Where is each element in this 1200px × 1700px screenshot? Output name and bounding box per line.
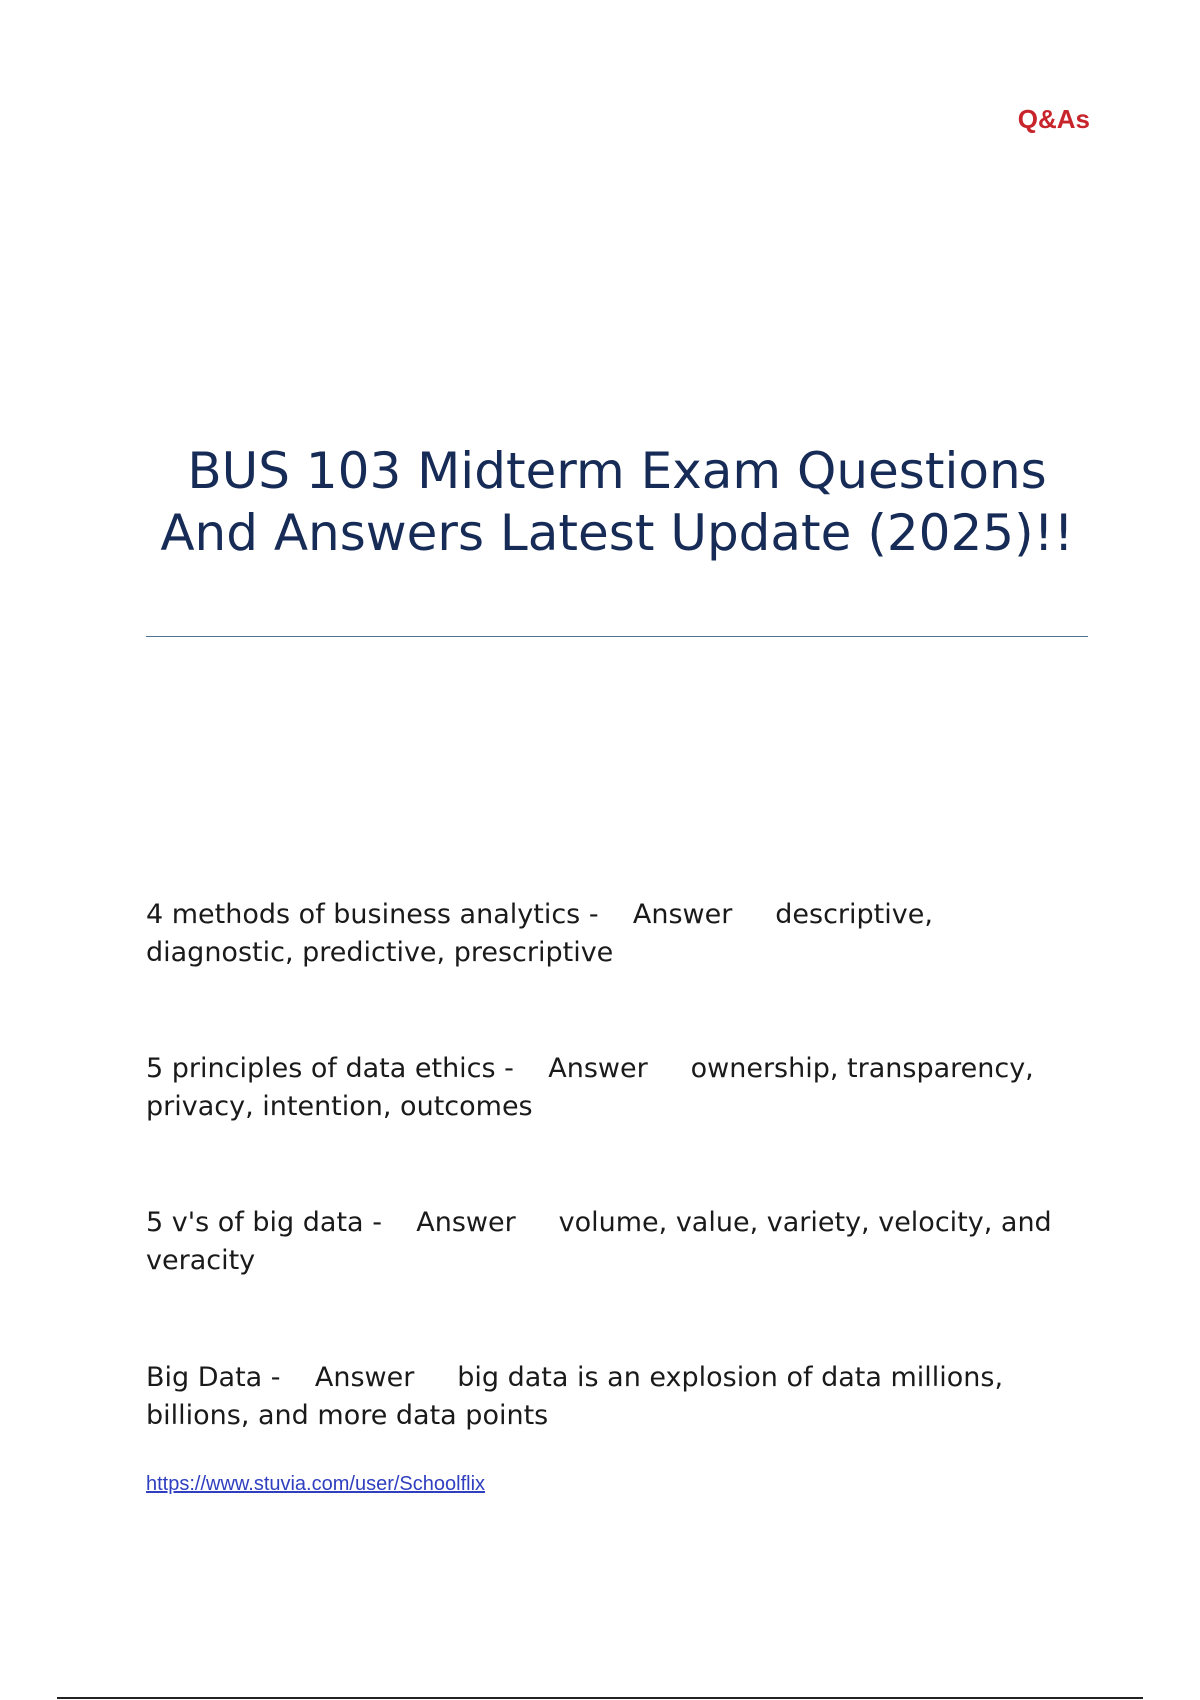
qa-term: 5 v's of big data xyxy=(146,1207,364,1238)
answer-label: Answer xyxy=(632,899,733,930)
qa-term: Big Data xyxy=(146,1362,263,1393)
qa-term: 4 methods of business analytics xyxy=(146,899,581,930)
qa-answer: big data is an explosion of data millions, billions, and more data points xyxy=(146,1362,1004,1431)
answer-label: Answer xyxy=(548,1053,648,1084)
qa-item: Big Data - Answer big data is an explosion of data millions, billions, and more data points xyxy=(146,1362,1004,1431)
qa-term: 5 principles of data ethics xyxy=(146,1053,496,1084)
title-divider xyxy=(146,636,1088,637)
footer-divider xyxy=(57,1697,1143,1699)
document-title: BUS 103 Midterm Exam Questions And Answers Latest Update (2025)!! xyxy=(160,442,1074,562)
qa-answer: descriptive, diagnostic, predictive, prescriptive xyxy=(146,899,933,968)
qa-item: 5 principles of data ethics - Answer ownership, transparency, privacy, intention, outcomes xyxy=(146,1053,1034,1122)
source-link[interactable]: https://www.stuvia.com/user/Schoolflix xyxy=(146,1473,486,1495)
qa-answer: ownership, transparency, privacy, intention, outcomes xyxy=(146,1053,1034,1122)
qa-item: 5 v's of big data - Answer volume, value, variety, velocity, and veracity xyxy=(146,1207,1052,1276)
answer-label: Answer xyxy=(416,1207,516,1238)
qa-answer: volume, value, variety, velocity, and veracity xyxy=(146,1207,1052,1276)
qa-item: 4 methods of business analytics - Answer descriptive, diagnostic, predictive, prescriptive xyxy=(146,899,933,968)
answer-label: Answer xyxy=(314,1362,415,1393)
qas-label: Q&As xyxy=(1017,104,1090,134)
